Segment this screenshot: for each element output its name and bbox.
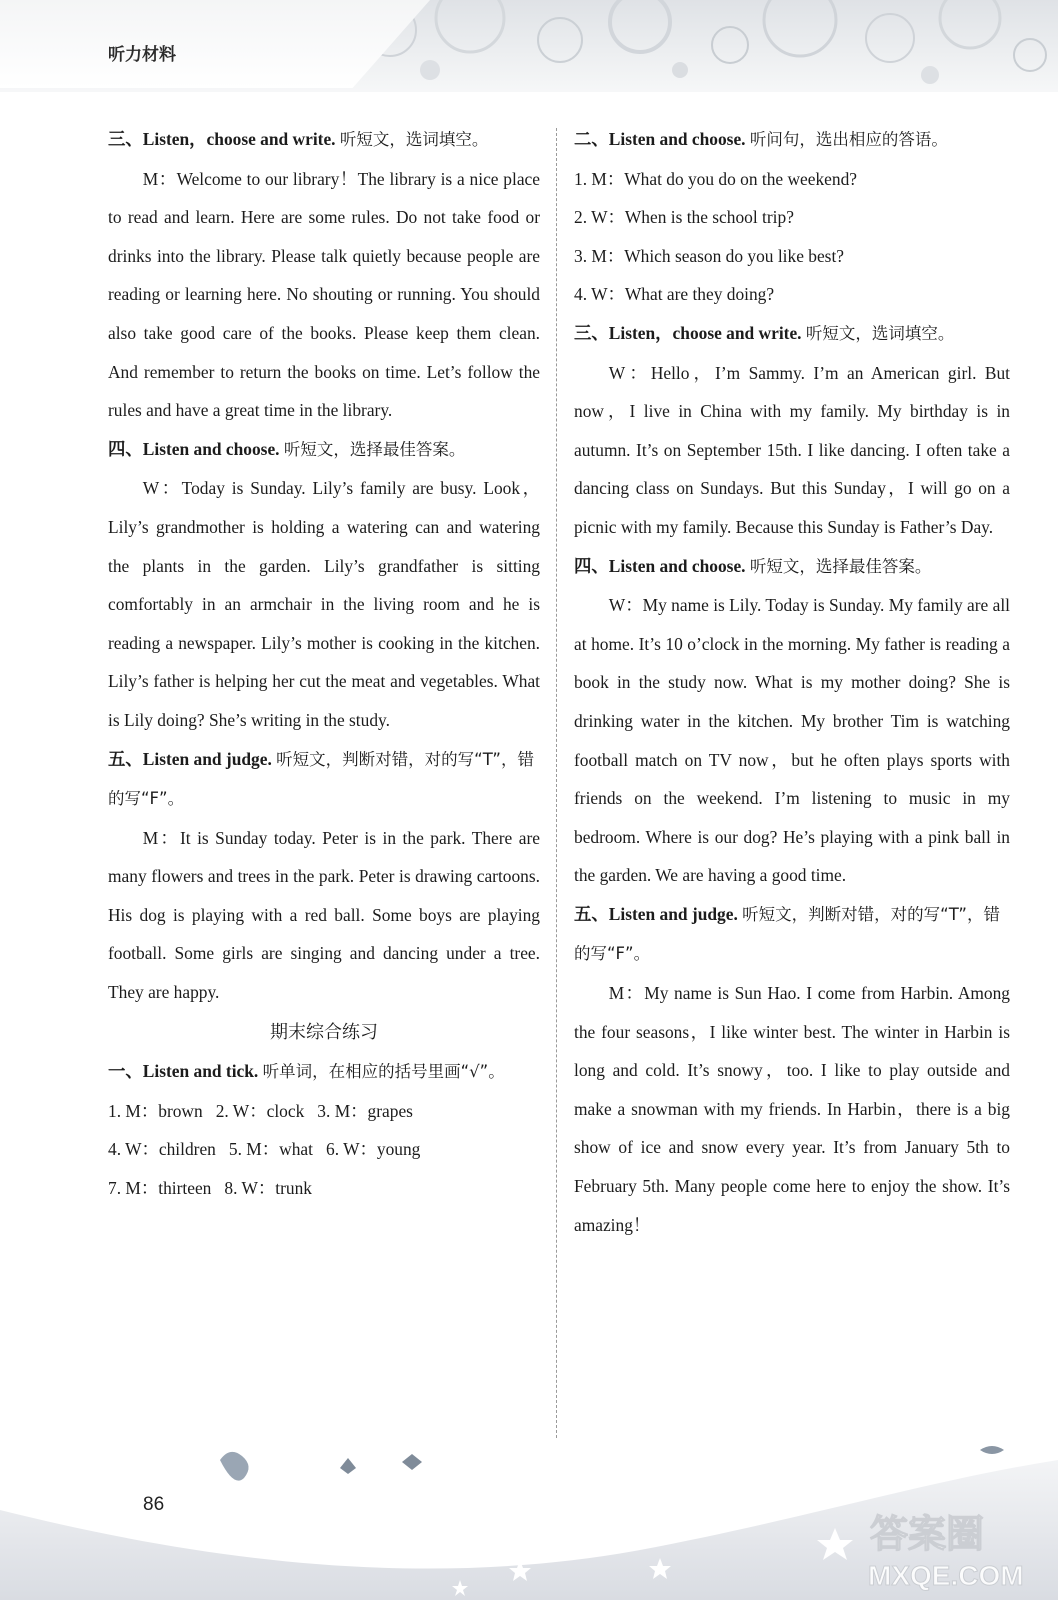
final-review-title: 期末综合练习 (270, 1021, 378, 1043)
section-3-heading-cn: 听短文，选词填空。 (339, 130, 489, 149)
section-5-heading-cn: 听短文，判断对错，对的写“T”，错的写“F”。 (108, 749, 534, 809)
watermark-text-bottom: MXQE.COM (868, 1560, 1024, 1591)
section-3-script: M：Welcome to our library！The library is a nice place to read and learn. Here are some rules. Do not take food or drinks into the library. Please talk quietly because people are reading or learning here. No shouting or running. You should also take good care of the books. Please keep them clean. And remember to return the books on time. Let’s follow the rules and have a great time in the library. (108, 168, 540, 421)
right-section-3-script: W：Hello，I’m Sammy. I’m an American girl. But now，I live in China with my family. My birthday is in autumn. It’s on September 15th. I like dancing. I often take a dancing class on Sundays. But this Sunday，I will go on a picnic with my family. Because this Sunday is Father’s Day. (574, 362, 1010, 537)
section-5-heading-en: 五、Listen and judge. (108, 748, 272, 769)
column-divider (556, 128, 557, 1438)
section-3-heading-en: 三、Listen，choose and write. (108, 129, 336, 149)
section-5-script: M：It is Sunday today. Peter is in the park. There are many flowers and trees in the park. Peter is drawing cartoons. His dog is playing with a red ball. Some boys are playing football. Some girls are singing and dancing under a tree. They are happy. (108, 827, 540, 1003)
word-list-row: 1. M：brown 2. W：clock 3. M：grapes (108, 1100, 413, 1121)
right-section-5-heading-en: 五、Listen and judge. (574, 903, 738, 924)
final-section-1-heading-cn: 听单词，在相应的括号里画“√”。 (262, 1062, 505, 1082)
header-bubbles-decoration (330, 0, 1058, 92)
right-section-5-heading (574, 895, 1010, 974)
question-item: 2. W：When is the school trip? (574, 207, 794, 228)
right-section-4-script: W：My name is Lily. Today is Sunday. My family are all at home. It’s 10 o’clock in the morning. My father is reading a book in the study now. What is my mother doing? She is drinking water in the kitchen. My brother Tim is watching football match on TV now，but he often plays sports with friends on the weekend. I’m listening to music in my bedroom. Where is our dog? He’s playing with a pink ball in the garden. We are having a good time. (574, 595, 1010, 886)
right-section-4-heading (574, 547, 1010, 587)
section-5-heading (108, 740, 540, 819)
header-title: 听力材料 (108, 45, 176, 65)
word-list-row: 4. W：children 5. M：what 6. W：young (108, 1139, 421, 1160)
watermark-logo (850, 1505, 1050, 1595)
final-section-1-heading (108, 1052, 540, 1092)
left-column (108, 120, 540, 1208)
section-2-heading (574, 120, 1010, 160)
question-item: 4. W：What are they doing? (574, 284, 775, 305)
section-3-heading (108, 120, 540, 160)
question-item: 3. M：Which season do you like best? (574, 245, 844, 266)
right-section-3-heading (574, 314, 1010, 354)
section-4-script: W：Today is Sunday. Lily’s family are busy. Look，Lily’s grandmother is holding a watering can and watering the plants in the garden. Lily’s grandfather is sitting comfortably in an armchair in the living room and he is reading a newspaper. Lily’s mother is cooking in the kitchen. Lily’s father is helping her cut the meat and vegetables. What is Lily doing? She’s writing in the study. (108, 478, 540, 730)
section-4-heading-cn: 听短文，选择最佳答案。 (283, 439, 466, 459)
right-section-4-heading-cn: 听短文，选择最佳答案。 (749, 556, 932, 576)
section-4-heading (108, 430, 540, 470)
right-section-3-heading-en: 三、Listen，choose and write. (574, 322, 802, 343)
right-section-3-heading-cn: 听短文，选词填空。 (805, 323, 955, 343)
final-section-1-heading-en: 一、Listen and tick. (108, 1061, 259, 1082)
section-2-heading-cn: 听问句，选出相应的答语。 (749, 130, 948, 149)
page-number: 86 (143, 1494, 165, 1515)
section-2-heading-en: 二、Listen and choose. (574, 129, 746, 149)
right-section-5-heading-cn: 听短文，判断对错，对的写“T”，错的写“F”。 (574, 904, 1000, 964)
page-header (0, 0, 1058, 92)
word-list-row: 7. M：thirteen 8. W：trunk (108, 1178, 312, 1199)
watermark-text-top: 答案圈 (870, 1512, 985, 1556)
right-column (574, 120, 1010, 1244)
section-4-heading-en: 四、Listen and choose. (108, 438, 280, 459)
question-item: 1. M：What do you do on the weekend? (574, 168, 858, 189)
right-section-5-script: M：My name is Sun Hao. I come from Harbin. Among the four seasons，I like winter best. The winter in Harbin is long and cold. It’s snowy，too. I like to play outside and make a snowman with my friends. In Harbin，there is a big show of ice and snow every year. It’s from January 5th to February 5th. Many people come here to enjoy the show. It’s amazing！ (574, 983, 1010, 1235)
right-section-4-heading-en: 四、Listen and choose. (574, 555, 746, 576)
